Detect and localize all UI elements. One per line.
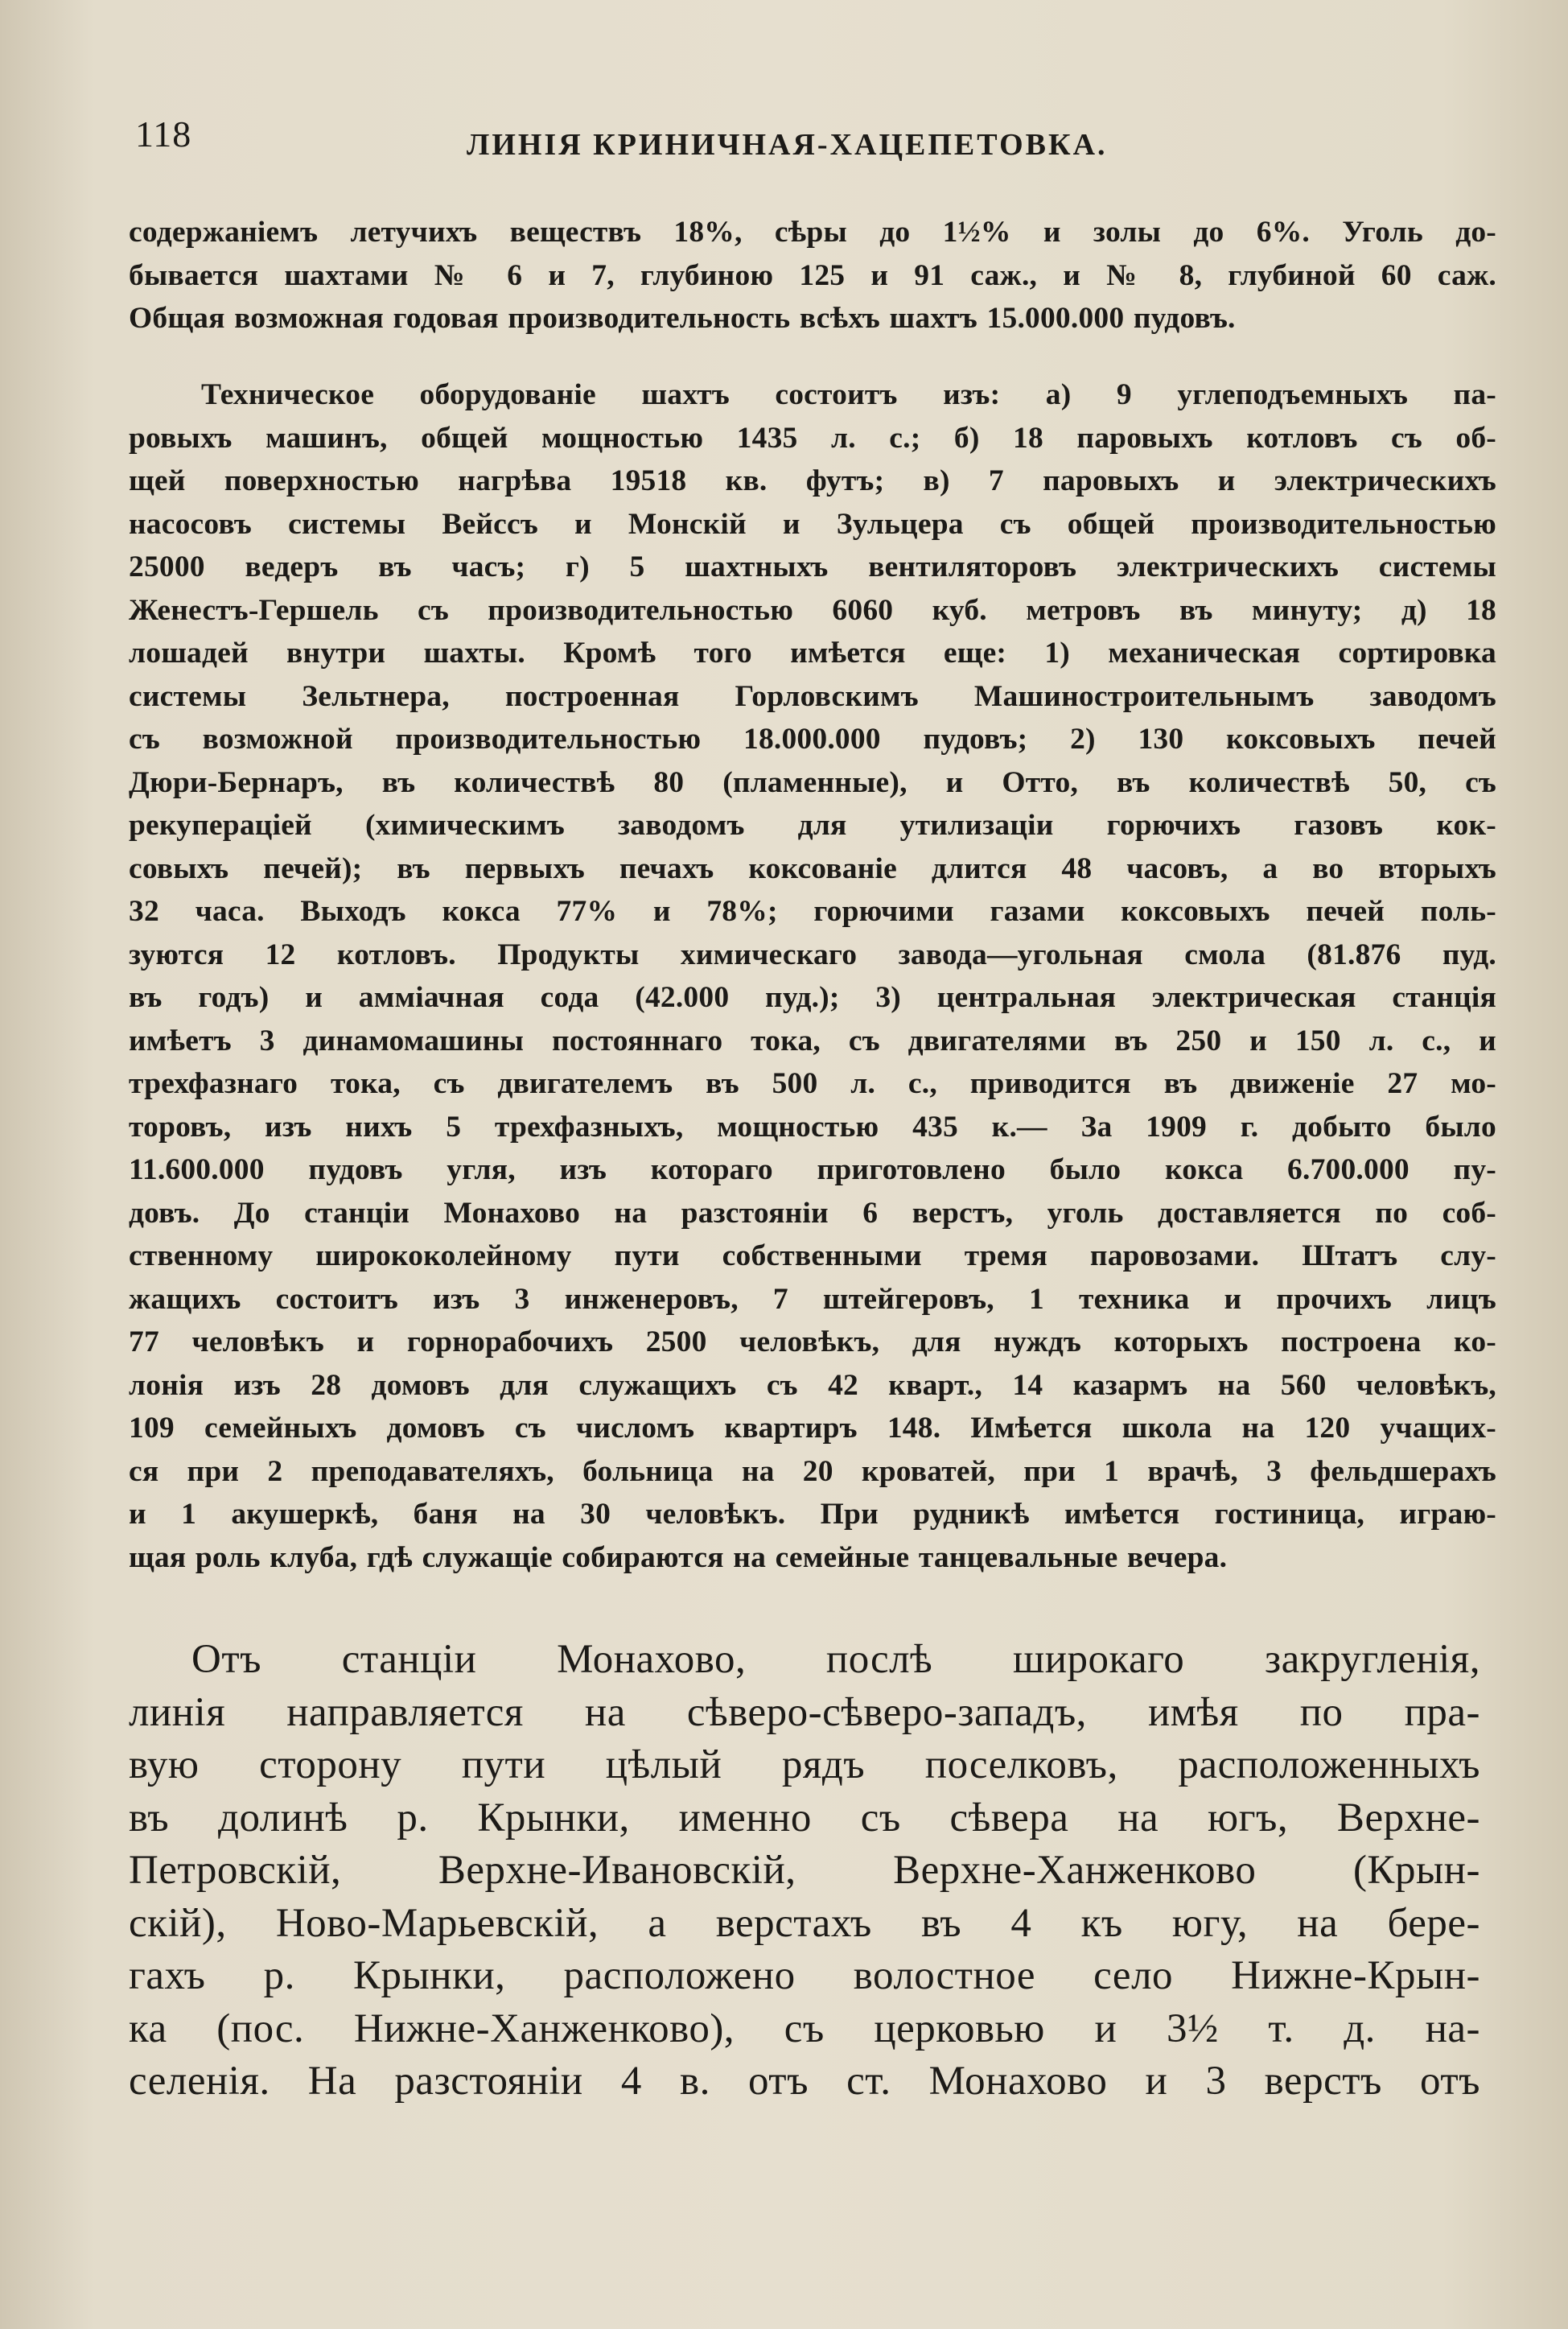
text-line: зуются 12 котловъ. Продукты химическаго завода—угольная смола (81.876 пуд. (129, 938, 1496, 971)
text-line: съ возможной производительностью 18.000.000 пудовъ; 2) 130 коксовыхъ печей (129, 723, 1496, 756)
running-title: ЛИНІЯ КРИНИЧНАЯ-ХАЦЕПЕТОВКА. (467, 128, 1108, 162)
text-line: скій), Ново-Марьевскій, а верстахъ въ 4 къ югу, на бере- (129, 1900, 1480, 1946)
text-line: щей поверхностью нагрѣва 19518 кв. футъ; в) 7 паровыхъ и электрическихъ (129, 464, 1496, 497)
text-line: вую сторону пути цѣлый рядъ поселковъ, расположенныхъ (129, 1742, 1480, 1787)
text-line: лошадей внутри шахты. Кромѣ того имѣется еще: 1) механическая сортировка (129, 637, 1496, 670)
text-line: рекуперацiей (химическимъ заводомъ для утилизаціи горючихъ газовъ кок- (129, 809, 1496, 842)
text-line: ся при 2 преподавателяхъ, больница на 20 кроватей, при 1 врачѣ, 3 фельдшерахъ (129, 1454, 1496, 1488)
text-line: ственному ширококолейному пути собственными тремя паровозами. Штатъ слу- (129, 1239, 1496, 1272)
paragraph-technical-equipment (129, 373, 1496, 1579)
text-line: 109 семейныхъ домовъ съ числомъ квартиръ 148. Имѣется школа на 120 учащих- (129, 1412, 1496, 1445)
text-line: линія направляется на сѣверо-сѣверо-западъ, имѣя по пра- (129, 1689, 1480, 1735)
paragraph-line-route (129, 1634, 1480, 2108)
text-line: совыхъ печей); въ первыхъ печахъ коксованіе длится 48 часовъ, а во вторыхъ (129, 851, 1496, 885)
text-line: въ годъ) и амміачная сода (42.000 пуд.); 3) центральная электрическая станція (129, 981, 1496, 1014)
text-line: Дюри-Бернаръ, въ количествѣ 80 (пламенные), и Отто, въ количествѣ 50, съ (129, 765, 1496, 799)
text-line: жащихъ состоитъ изъ 3 инженеровъ, 7 штейгеровъ, 1 техника и прочихъ лицъ (129, 1282, 1496, 1316)
text-line: Общая возможная годовая производительность всѣхъ шахтъ 15.000.000 пудовъ. (129, 302, 1236, 335)
page-number: 118 (135, 113, 192, 155)
text-line: Женестъ-Гершель съ производительностью 6060 куб. метровъ въ минуту; д) 18 (129, 593, 1496, 627)
text-line: селенія. На разстояніи 4 в. отъ ст. Монахово и 3 верстъ отъ (129, 2059, 1480, 2104)
text-line: бывается шахтами № 6 и 7, глубиною 125 и 91 саж., и № 8, глубиной 60 саж. (129, 258, 1496, 292)
text-line: въ долинѣ р. Крынки, именно съ сѣвера на югъ, Верхне- (129, 1795, 1480, 1841)
text-line: имѣетъ 3 динамомашины постояннаго тока, съ двигателями въ 250 и 150 л. с., и (129, 1024, 1496, 1057)
text-line: системы Зельтнера, построенная Горловскимъ Машиностроительнымъ заводомъ (129, 679, 1496, 713)
text-line: торовъ, изъ нихъ 5 трехфазныхъ, мощностью 435 к.— За 1909 г. добыто было (129, 1110, 1496, 1144)
text-line: 11.600.000 пудовъ угля, изъ котораго приготовлено было кокса 6.700.000 пу- (129, 1153, 1496, 1186)
text-line: довъ. До станціи Монахово на разстояніи 6 верстъ, уголь доставляется по соб- (129, 1196, 1496, 1230)
text-line: гахъ р. Крынки, расположено волостное село Нижне-Крын- (129, 1953, 1480, 1998)
text-line: ровыхъ машинъ, общей мощностью 1435 л. с.; б) 18 паровыхъ котловъ съ об- (129, 421, 1496, 455)
text-line: насосовъ системы Вейссъ и Монскій и Зульцера съ общей производительностью (129, 507, 1496, 541)
paragraph-coal-composition (129, 211, 1496, 340)
text-line: 25000 ведеръ въ часъ; г) 5 шахтныхъ вентиляторовъ электрическихъ системы (129, 550, 1496, 583)
text-line: Петровскій, Верхне-Ивановскій, Верхне-Ханженково (Крын- (129, 1848, 1480, 1893)
text-line: 32 часа. Выходъ кокса 77% и 78%; горючими газами коксовыхъ печей поль- (129, 895, 1496, 928)
text-line: щая роль клуба, гдѣ служащіе собираются на семейные танцевальные вечера. (129, 1540, 1228, 1574)
text-line: лонія изъ 28 домовъ для служащихъ съ 42 кварт., 14 казармъ на 560 человѣкъ, (129, 1368, 1496, 1402)
text-line: ка (пос. Нижне-Ханженково), съ церковью и 3½ т. д. на- (129, 2005, 1480, 2051)
text-line: Техническое оборудованіе шахтъ состоитъ изъ: а) 9 углеподъемныхъ па- (201, 378, 1496, 411)
text-line: содержаніемъ летучихъ веществъ 18%, сѣры до 1½% и золы до 6%. Уголь до- (129, 216, 1496, 249)
text-line: Отъ станціи Монахово, послѣ широкаго закругленія, (191, 1637, 1480, 1682)
text-line: трехфазнаго тока, съ двигателемъ въ 500 л. с., приводится въ движеніе 27 мо- (129, 1067, 1496, 1100)
text-line: 77 человѣкъ и горнорабочихъ 2500 человѣкъ, для нуждъ которыхъ построена ко- (129, 1325, 1496, 1358)
text-line: и 1 акушеркѣ, баня на 30 человѣкъ. При рудникѣ имѣется гостиница, играю- (129, 1498, 1496, 1531)
